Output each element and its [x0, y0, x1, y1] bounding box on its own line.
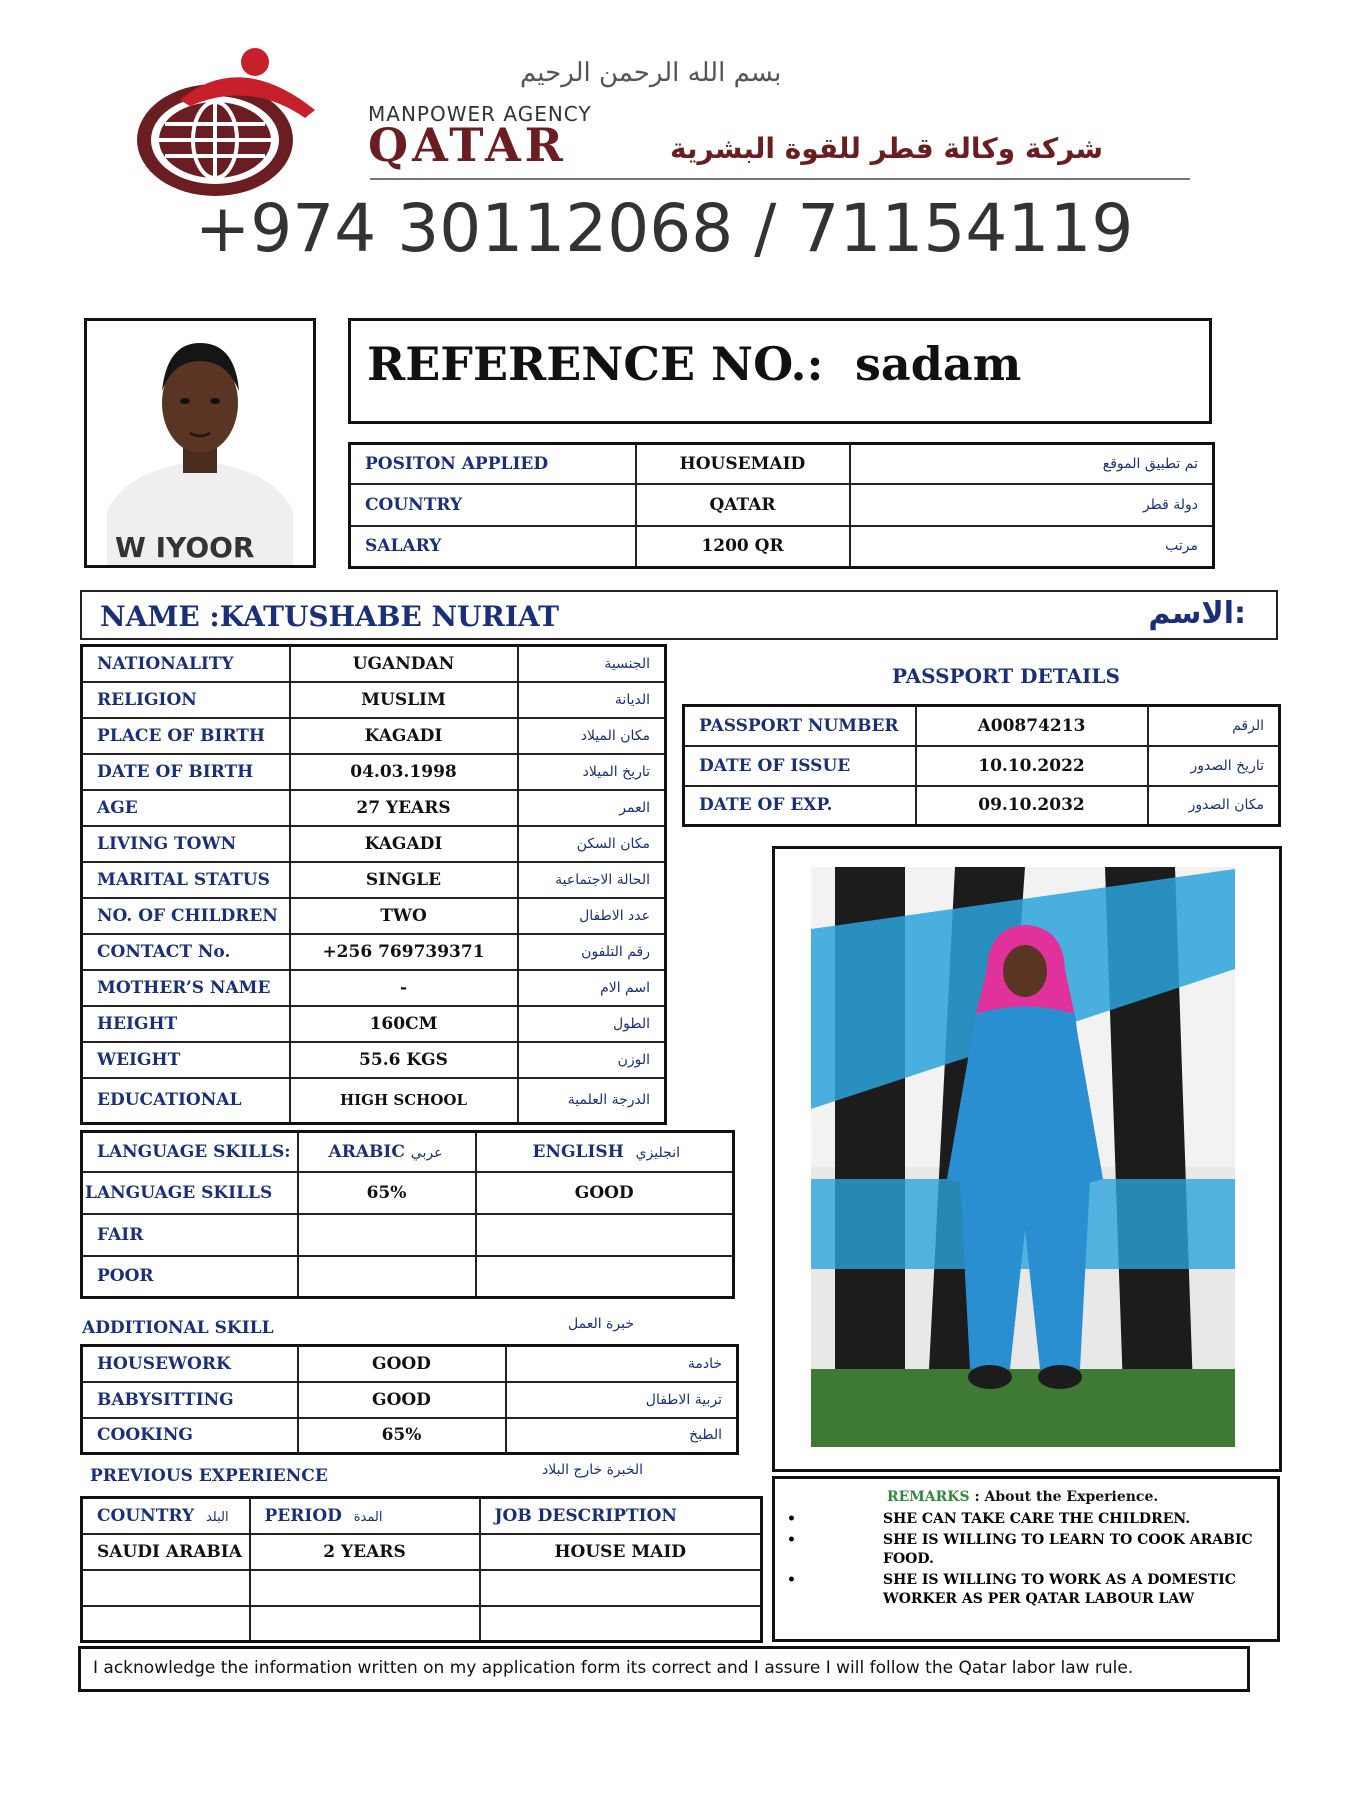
experience-header-row — [82, 1498, 762, 1534]
remarks-box — [772, 1476, 1280, 1642]
personal-value: 27 YEARS — [290, 790, 518, 826]
agency-arabic-name: شركة وكالة قطر للقوة البشرية — [670, 132, 1104, 165]
reference-box — [348, 318, 1212, 424]
skill-value: GOOD — [298, 1346, 506, 1382]
personal-row — [82, 934, 666, 970]
passport-row — [684, 706, 1280, 746]
experience-table — [80, 1496, 763, 1643]
position-value: QATAR — [636, 484, 850, 526]
agency-phone: +974 30112068 / 71154119 — [195, 190, 1134, 267]
position-table — [348, 442, 1215, 569]
experience-period — [250, 1606, 480, 1642]
personal-row — [82, 1078, 666, 1124]
personal-label: DATE OF BIRTH — [82, 754, 290, 790]
remarks-item — [787, 1571, 1257, 1609]
experience-country: SAUDI ARABIA — [82, 1534, 250, 1570]
skill-ar: خادمة — [506, 1346, 738, 1382]
personal-details-table — [80, 644, 667, 1125]
personal-value: 160CM — [290, 1006, 518, 1042]
personal-ar: رقم التلفون — [518, 934, 666, 970]
experience-header-country — [82, 1498, 250, 1534]
experience-job — [480, 1570, 762, 1606]
position-value: HOUSEMAID — [636, 444, 850, 484]
passport-value: 10.10.2022 — [916, 746, 1148, 786]
position-row — [350, 526, 1214, 568]
skill-row — [82, 1382, 738, 1418]
personal-label: NATIONALITY — [82, 646, 290, 682]
agency-name: QATAR — [368, 118, 567, 172]
personal-value: SINGLE — [290, 862, 518, 898]
position-ar: مرتب — [850, 526, 1214, 568]
personal-label: PLACE OF BIRTH — [82, 718, 290, 754]
personal-label: MOTHER’S NAME — [82, 970, 290, 1006]
remarks-label: REMARKS — [887, 1489, 970, 1505]
passport-row — [684, 746, 1280, 786]
acknowledgement-text: I acknowledge the information written on my application form its correct and I assure I will follow the Qatar labor law rule. — [93, 1658, 1134, 1678]
position-label: COUNTRY — [350, 484, 636, 526]
candidate-name: NAME :KATUSHABE NURIAT — [100, 600, 559, 633]
personal-ar: عدد الاطفال — [518, 898, 666, 934]
personal-value: 04.03.1998 — [290, 754, 518, 790]
personal-ar: العمر — [518, 790, 666, 826]
passport-ar: مكان الصدور — [1148, 786, 1280, 826]
skill-label: HOUSEWORK — [82, 1346, 298, 1382]
skill-ar: تربية الاطفال — [506, 1382, 738, 1418]
language-header-row — [82, 1132, 734, 1172]
language-row — [82, 1172, 734, 1214]
personal-ar: اسم الام — [518, 970, 666, 1006]
additional-skill-title: ADDITIONAL SKILL — [82, 1318, 274, 1338]
bullet-icon: • — [787, 1511, 796, 1527]
position-ar: دولة قطر — [850, 484, 1214, 526]
language-row — [82, 1256, 734, 1298]
personal-row — [82, 790, 666, 826]
language-label: POOR — [82, 1256, 298, 1298]
personal-ar: تاريخ الميلاد — [518, 754, 666, 790]
reference-value: sadam — [855, 337, 1022, 391]
passport-label: PASSPORT NUMBER — [684, 706, 916, 746]
full-body-photo — [772, 846, 1282, 1472]
personal-ar: مكان السكن — [518, 826, 666, 862]
experience-ar: الخبرة خارج البلاد — [542, 1462, 644, 1478]
language-english-value: GOOD — [476, 1172, 734, 1214]
language-skills-table — [80, 1130, 735, 1299]
acknowledgement-box — [78, 1646, 1250, 1692]
experience-header-job: JOB DESCRIPTION — [480, 1498, 762, 1534]
personal-ar: مكان الميلاد — [518, 718, 666, 754]
position-label: SALARY — [350, 526, 636, 568]
language-header-arabic — [298, 1132, 476, 1172]
personal-value: UGANDAN — [290, 646, 518, 682]
experience-row — [82, 1534, 762, 1570]
personal-row — [82, 646, 666, 682]
experience-country — [82, 1606, 250, 1642]
experience-title: PREVIOUS EXPERIENCE — [90, 1466, 328, 1486]
language-english-value — [476, 1214, 734, 1256]
language-arabic-value — [298, 1256, 476, 1298]
arabic-label: ARABIC — [328, 1141, 405, 1162]
personal-row — [82, 862, 666, 898]
passport-label: DATE OF EXP. — [684, 786, 916, 826]
skill-row — [82, 1346, 738, 1382]
personal-row — [82, 718, 666, 754]
personal-label: NO. OF CHILDREN — [82, 898, 290, 934]
personal-value: KAGADI — [290, 718, 518, 754]
remarks-text: SHE IS WILLING TO WORK AS A DOMESTIC WORKER AS PER QATAR LABOUR LAW — [883, 1572, 1236, 1607]
passport-value: 09.10.2032 — [916, 786, 1148, 826]
personal-value: KAGADI — [290, 826, 518, 862]
remarks-heading — [887, 1489, 1158, 1505]
personal-label: RELIGION — [82, 682, 290, 718]
personal-row — [82, 754, 666, 790]
personal-row — [82, 898, 666, 934]
period-header-ar: المدة — [353, 1509, 383, 1525]
passport-ar: تاريخ الصدور — [1148, 746, 1280, 786]
agency-logo — [120, 40, 320, 200]
language-header-english — [476, 1132, 734, 1172]
remarks-text: SHE CAN TAKE CARE THE CHILDREN. — [883, 1511, 1191, 1527]
position-row — [350, 444, 1214, 484]
personal-row — [82, 682, 666, 718]
personal-row — [82, 1006, 666, 1042]
personal-value: +256 769739371 — [290, 934, 518, 970]
name-ar-label: الاسم: — [1148, 596, 1246, 631]
remarks-suffix: : About the Experience. — [974, 1489, 1159, 1505]
header-divider — [370, 178, 1190, 180]
language-label: LANGUAGE SKILLS — [82, 1172, 298, 1214]
language-arabic-value — [298, 1214, 476, 1256]
name-bar — [80, 590, 1278, 640]
position-row — [350, 484, 1214, 526]
personal-ar: الحالة الاجتماعية — [518, 862, 666, 898]
english-label: ENGLISH — [532, 1141, 624, 1162]
personal-row — [82, 1042, 666, 1078]
language-label: FAIR — [82, 1214, 298, 1256]
personal-label: EDUCATIONAL — [82, 1078, 290, 1124]
reference-label: REFERENCE NO.: — [367, 337, 824, 391]
english-ar-label: انجليزي — [635, 1144, 680, 1161]
country-header-ar: البلد — [205, 1509, 229, 1525]
skill-value: GOOD — [298, 1382, 506, 1418]
personal-ar: الدرجة العلمية — [518, 1078, 666, 1124]
language-header-label: LANGUAGE SKILLS: — [82, 1132, 298, 1172]
arabic-ar-label: عربي — [410, 1144, 443, 1161]
position-ar: تم تطبيق الموقع — [850, 444, 1214, 484]
passport-table — [682, 704, 1281, 827]
experience-country — [82, 1570, 250, 1606]
personal-label: LIVING TOWN — [82, 826, 290, 862]
remarks-text: SHE IS WILLING TO LEARN TO COOK ARABIC FOOD. — [883, 1532, 1253, 1567]
personal-label: WEIGHT — [82, 1042, 290, 1078]
agency-line: MANPOWER AGENCY — [368, 102, 592, 126]
personal-value: MUSLIM — [290, 682, 518, 718]
personal-ar: الديانة — [518, 682, 666, 718]
personal-ar: الجنسية — [518, 646, 666, 682]
country-header: COUNTRY — [97, 1505, 195, 1526]
experience-header-period — [250, 1498, 480, 1534]
personal-value: HIGH SCHOOL — [290, 1078, 518, 1124]
remarks-item — [787, 1511, 1257, 1527]
skill-value: 65% — [298, 1418, 506, 1454]
personal-row — [82, 826, 666, 862]
personal-value: 55.6 KGS — [290, 1042, 518, 1078]
personal-label: AGE — [82, 790, 290, 826]
passport-ar: الرقم — [1148, 706, 1280, 746]
personal-ar: الوزن — [518, 1042, 666, 1078]
profile-photo — [84, 318, 316, 568]
bullet-icon: • — [787, 1572, 796, 1588]
experience-job — [480, 1606, 762, 1642]
experience-row — [82, 1570, 762, 1606]
personal-label: MARITAL STATUS — [82, 862, 290, 898]
experience-job: HOUSE MAID — [480, 1534, 762, 1570]
additional-skill-table — [80, 1344, 739, 1455]
language-arabic-value: 65% — [298, 1172, 476, 1214]
personal-value: TWO — [290, 898, 518, 934]
personal-value: - — [290, 970, 518, 1006]
passport-label: DATE OF ISSUE — [684, 746, 916, 786]
remarks-item — [787, 1531, 1257, 1569]
experience-period: 2 YEARS — [250, 1534, 480, 1570]
skill-label: COOKING — [82, 1418, 298, 1454]
personal-label: HEIGHT — [82, 1006, 290, 1042]
skill-label: BABYSITTING — [82, 1382, 298, 1418]
language-row — [82, 1214, 734, 1256]
svg-text:W IYOOR: W IYOOR — [115, 531, 255, 564]
personal-ar: الطول — [518, 1006, 666, 1042]
skill-row — [82, 1418, 738, 1454]
period-header: PERIOD — [264, 1505, 342, 1526]
additional-skill-ar: خبرة العمل — [568, 1316, 634, 1332]
experience-period — [250, 1570, 480, 1606]
position-value: 1200 QR — [636, 526, 850, 568]
personal-row — [82, 970, 666, 1006]
passport-row — [684, 786, 1280, 826]
position-label: POSITON APPLIED — [350, 444, 636, 484]
bullet-icon: • — [787, 1532, 796, 1548]
bismillah: بسم الله الرحمن الرحيم — [520, 58, 782, 88]
skill-ar: الطبخ — [506, 1418, 738, 1454]
experience-row — [82, 1606, 762, 1642]
passport-title: PASSPORT DETAILS — [892, 664, 1120, 688]
language-english-value — [476, 1256, 734, 1298]
passport-value: A00874213 — [916, 706, 1148, 746]
personal-label: CONTACT No. — [82, 934, 290, 970]
